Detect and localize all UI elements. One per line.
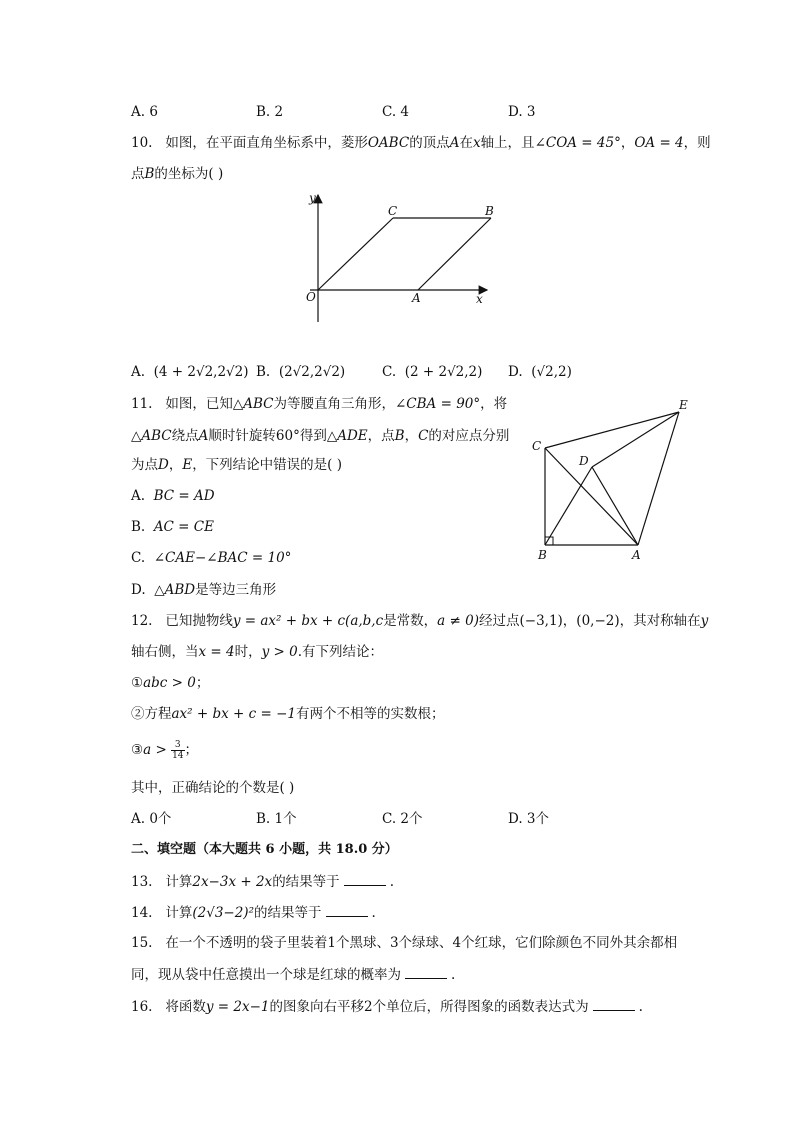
circled-number: ③ bbox=[131, 742, 144, 758]
q11-option-b bbox=[131, 517, 214, 537]
side-da bbox=[592, 467, 638, 545]
label-x: x bbox=[476, 292, 483, 306]
q12-line2 bbox=[131, 642, 383, 662]
q15-text: . bbox=[451, 967, 456, 983]
side-oc bbox=[318, 218, 393, 290]
q12-statement-2 bbox=[131, 704, 444, 724]
q11-text: ， bbox=[404, 428, 419, 444]
q10-text: ， bbox=[620, 135, 635, 151]
q12-text: ； bbox=[195, 675, 210, 691]
q11-option-a bbox=[131, 486, 215, 506]
q10-line1 bbox=[131, 133, 711, 153]
section-2-title: 二、填空题（本大题共 6 小题，共 18.0 分） bbox=[131, 842, 398, 857]
q10-text: 在 bbox=[459, 135, 473, 151]
side-ce bbox=[545, 412, 679, 448]
q16-number: 16. bbox=[131, 999, 153, 1015]
q9-option-c: C. 4 bbox=[382, 104, 410, 120]
q10-var: OABC bbox=[367, 135, 410, 151]
q13 bbox=[131, 871, 394, 892]
q11-expr: C bbox=[418, 428, 429, 444]
option-text: AC = CE bbox=[153, 519, 214, 535]
q11-text: 如图，已知 bbox=[165, 396, 233, 412]
q12-number: 12. bbox=[131, 613, 153, 629]
option-label: D. bbox=[131, 582, 146, 598]
q13-expr: 2x−3x + 2x bbox=[192, 874, 273, 890]
q15-line2 bbox=[131, 964, 455, 985]
label-o: O bbox=[306, 290, 316, 304]
q11-expr: D bbox=[158, 457, 169, 473]
side-ea bbox=[638, 412, 679, 545]
q12-statement-3 bbox=[131, 740, 198, 761]
q12-option-d: D. 3个 bbox=[508, 811, 550, 827]
answer-blank[interactable] bbox=[405, 964, 447, 979]
q16-text: . bbox=[638, 999, 643, 1015]
q11-number: 11. bbox=[131, 396, 153, 412]
q11-option-d bbox=[131, 580, 276, 600]
q10-angle: ∠COA = 45° bbox=[534, 135, 621, 151]
q12-expr: x = 4 bbox=[198, 644, 235, 660]
side-bd bbox=[545, 467, 592, 545]
option-label: B. bbox=[131, 519, 146, 535]
q13-text: . bbox=[389, 874, 394, 890]
q12-expr: y > 0 bbox=[261, 644, 298, 660]
q11-text: ，点 bbox=[367, 428, 395, 444]
q12-text: 有两个不相等的实数根； bbox=[295, 706, 445, 722]
q13-text: 计算 bbox=[165, 874, 193, 890]
q11-expr: E bbox=[182, 457, 193, 473]
label-c: C bbox=[388, 204, 398, 218]
q9-option-d: D. 3 bbox=[508, 104, 536, 120]
option-text: (√2,2) bbox=[531, 364, 572, 380]
q14-text: . bbox=[371, 905, 376, 921]
option-text: (4 + 2√2,2√2) bbox=[153, 364, 249, 380]
q12-text: ； bbox=[184, 742, 199, 758]
q12-text: 是常数， bbox=[383, 613, 438, 629]
fraction-numerator: 3 bbox=[171, 740, 184, 751]
q11-rotation-figure bbox=[528, 395, 698, 565]
q12-text: 已知抛物线 bbox=[165, 613, 233, 629]
q12-option-c: C. 2个 bbox=[382, 811, 423, 827]
option-label: A. bbox=[131, 364, 146, 380]
q12-conclusion: 其中，正确结论的个数是( ) bbox=[131, 780, 295, 796]
q12-expr: y = ax² + bx + c(a,b,c bbox=[232, 613, 384, 629]
q11-expr: △ABC bbox=[131, 428, 172, 444]
option-label: A. bbox=[131, 488, 146, 504]
q10-var: x bbox=[472, 135, 481, 151]
q11-text: 的对应点分别 bbox=[428, 428, 510, 444]
q14-text: 的结果等于 bbox=[254, 905, 322, 921]
q12-text: ，其对称轴在 bbox=[619, 613, 701, 629]
q12-text: 时， bbox=[234, 644, 262, 660]
answer-blank[interactable] bbox=[593, 996, 635, 1011]
q11-text: ，将 bbox=[480, 396, 508, 412]
q10-text: 的顶点 bbox=[409, 135, 450, 151]
q12-expr: abc > 0 bbox=[143, 675, 196, 691]
q13-text: 的结果等于 bbox=[272, 874, 340, 890]
q12-statement-1 bbox=[131, 673, 209, 693]
label-a: A bbox=[412, 291, 421, 305]
q13-number: 13. bbox=[131, 874, 153, 890]
q11-expr: B bbox=[394, 428, 405, 444]
q10-number: 10. bbox=[131, 135, 153, 151]
q10-text: ，则 bbox=[683, 135, 711, 151]
label-b: B bbox=[538, 548, 547, 562]
circled-number: ① bbox=[131, 675, 144, 691]
fraction bbox=[171, 740, 184, 761]
q11-expr: A bbox=[198, 428, 209, 444]
q10-line2 bbox=[131, 164, 223, 184]
q16-expr: y = 2x−1 bbox=[205, 999, 270, 1015]
q14-expr: (2√3−2)² bbox=[192, 905, 254, 921]
q11-expr: △ABC bbox=[232, 396, 274, 412]
q10-rhombus-figure bbox=[295, 185, 495, 330]
q10-text: 点 bbox=[131, 166, 145, 182]
q12-expr: a ≠ 0) bbox=[437, 613, 479, 629]
option-text: △ABD bbox=[154, 582, 196, 598]
option-label: B. bbox=[256, 364, 271, 380]
q10-text: 如图，在平面直角坐标系中，菱形 bbox=[165, 135, 368, 151]
q14 bbox=[131, 902, 376, 923]
q10-text: 轴上，且 bbox=[480, 135, 535, 151]
q15-text: 在一个不透明的袋子里装着1个黑球、3个绿球、4个红球，它们除颜色不同外其余都相 bbox=[165, 935, 678, 951]
side-de bbox=[592, 412, 679, 467]
q12-text: 方程 bbox=[144, 706, 172, 722]
label-e: E bbox=[679, 398, 688, 412]
q11-text: 得到 bbox=[299, 428, 327, 444]
label-c: C bbox=[532, 439, 542, 453]
q11-expr: 60° bbox=[275, 428, 300, 444]
q16-text: 将函数 bbox=[165, 999, 206, 1015]
q10-var: B bbox=[144, 166, 155, 182]
q11-expr: ∠CBA = 90° bbox=[395, 396, 481, 412]
q11-text: ， bbox=[168, 457, 183, 473]
option-text: (2√2,2√2) bbox=[278, 364, 346, 380]
q11-expr: △ADE bbox=[326, 428, 368, 444]
q15-line1 bbox=[131, 933, 677, 953]
label-d: D bbox=[579, 454, 589, 468]
q12-expr: a > bbox=[143, 742, 167, 758]
q11-text: ，下列结论中错误的是( ) bbox=[192, 457, 343, 473]
q11-line2 bbox=[131, 426, 509, 446]
q10-var: A bbox=[449, 135, 460, 151]
q9-option-a: A. 6 bbox=[131, 104, 158, 120]
q16-text: 的图象向右平移2个单位后，所得图象的函数表达式为 bbox=[269, 999, 589, 1015]
label-y: y bbox=[309, 191, 316, 205]
q12-option-a: A. 0个 bbox=[131, 811, 172, 827]
q15-number: 15. bbox=[131, 935, 153, 951]
label-a: A bbox=[632, 548, 641, 562]
q12-expr: y bbox=[700, 613, 709, 629]
option-text: BC = AD bbox=[153, 488, 215, 504]
q10-option-d bbox=[508, 362, 572, 382]
q10-option-c bbox=[382, 362, 482, 382]
answer-blank[interactable] bbox=[326, 902, 368, 917]
q14-number: 14. bbox=[131, 905, 153, 921]
q12-line1 bbox=[131, 611, 708, 631]
q12-option-b: B. 1个 bbox=[256, 811, 297, 827]
q10-oa: OA = 4 bbox=[634, 135, 684, 151]
q10-text: 的坐标为( ) bbox=[154, 166, 224, 182]
q11-text: 顺时针旋转 bbox=[208, 428, 276, 444]
q12-text: .有下列结论： bbox=[297, 644, 384, 660]
q16 bbox=[131, 996, 643, 1017]
option-text: ∠CAE−∠BAC = 10° bbox=[153, 550, 292, 566]
q10-option-b bbox=[256, 362, 345, 382]
q11-text: 为等腰直角三角形， bbox=[273, 396, 395, 412]
q12-expr: ax² + bx + c = −1 bbox=[171, 706, 296, 722]
answer-blank[interactable] bbox=[344, 871, 386, 886]
q12-text: 轴右侧，当 bbox=[131, 644, 199, 660]
side-ca bbox=[545, 448, 638, 545]
q12-expr: (−3,1)，(0,−2) bbox=[519, 613, 620, 629]
q12-text: 经过点 bbox=[478, 613, 520, 629]
q11-option-c bbox=[131, 548, 291, 568]
option-text: (2 + 2√2,2) bbox=[404, 364, 483, 380]
q15-text: 同，现从袋中任意摸出一个球是红球的概率为 bbox=[131, 967, 401, 983]
q9-option-b: B. 2 bbox=[256, 104, 284, 120]
q11-text: 绕点 bbox=[171, 428, 199, 444]
option-label: D. bbox=[508, 364, 523, 380]
q14-text: 计算 bbox=[165, 905, 193, 921]
label-b: B bbox=[485, 204, 494, 218]
option-label: C. bbox=[382, 364, 397, 380]
circled-number: ② bbox=[131, 706, 145, 722]
fraction-denominator: 14 bbox=[172, 751, 184, 761]
q10-option-a bbox=[131, 362, 249, 382]
q11-line1 bbox=[131, 394, 507, 414]
option-label: C. bbox=[131, 550, 146, 566]
q11-line3 bbox=[131, 455, 342, 475]
option-text: 是等边三角形 bbox=[195, 582, 277, 598]
q11-text: 为点 bbox=[131, 457, 158, 473]
side-ba bbox=[418, 218, 491, 290]
